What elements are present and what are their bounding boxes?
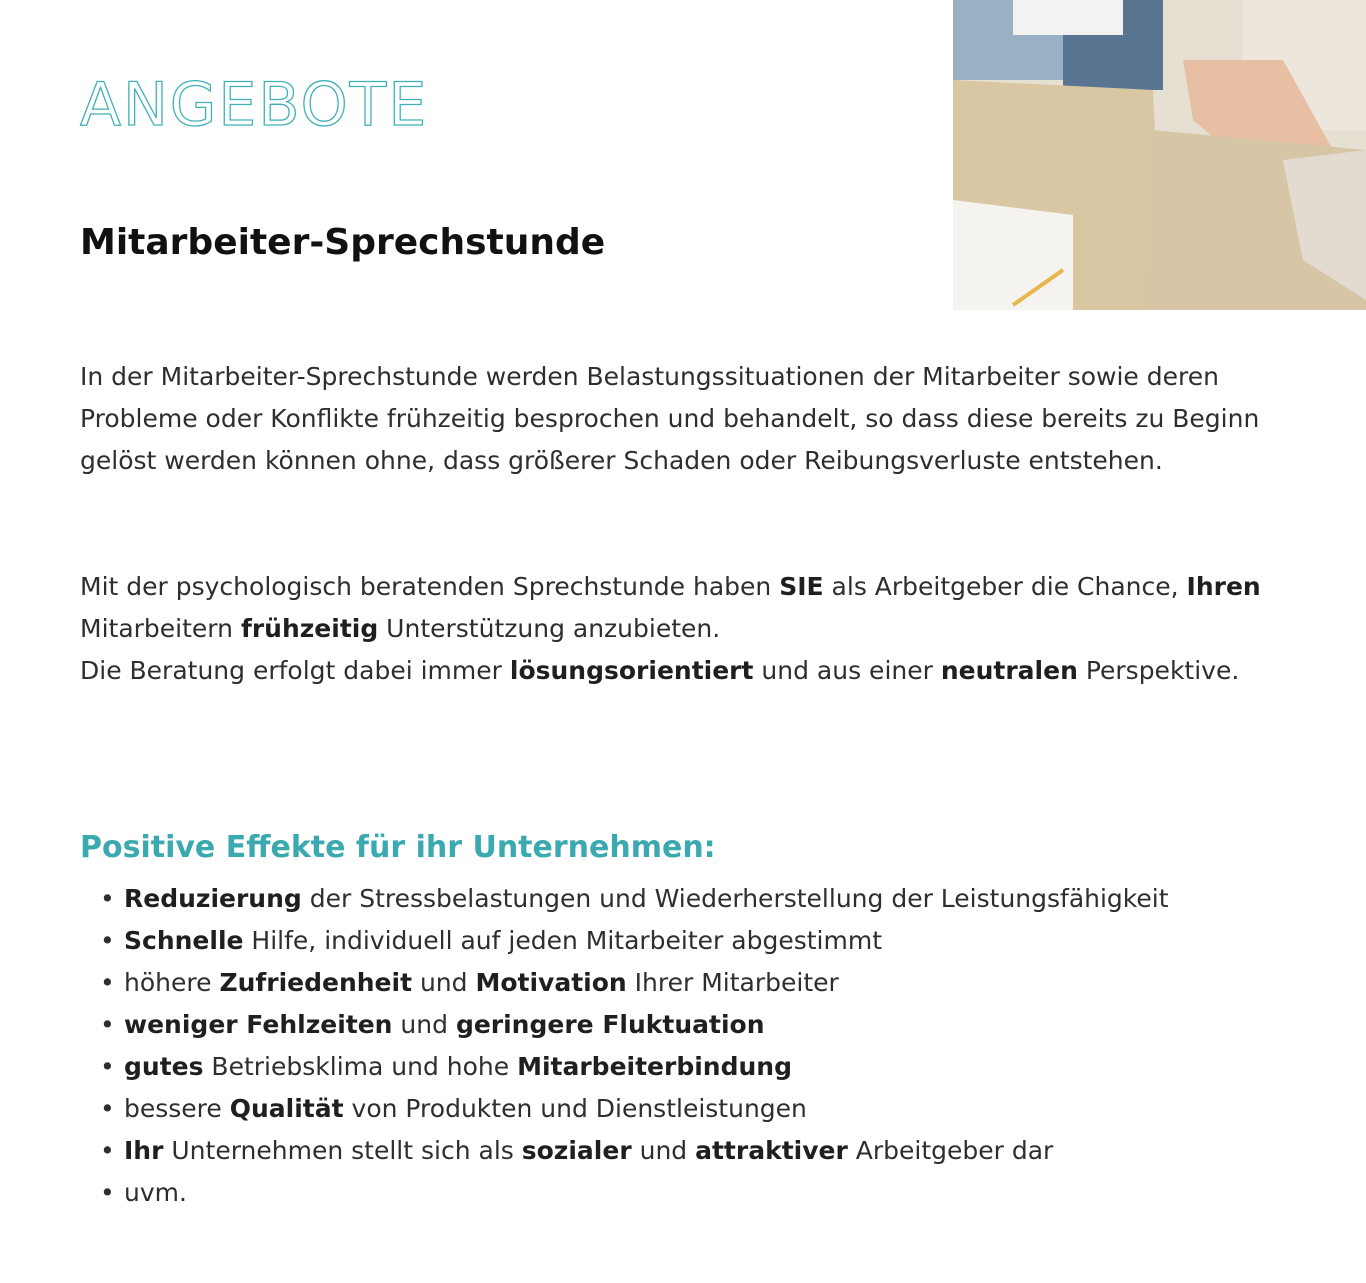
offer-paragraph: Mit der psychologisch beratenden Sprechstunde haben SIE als Arbeitgeber die Chance, Ihren Mitarbeitern frühzeitig Unterstützung anzubieten. Die Beratung erfolgt dabei immer lösungsorientiert und aus einer neutralen Perspektive. xyxy=(80,572,1261,685)
list-item: • gutes Betriebsklima und hohe Mitarbeiterbindung xyxy=(100,1046,1350,1088)
page-heading: ANGEBOTE xyxy=(80,70,429,140)
effects-title: Positive Effekte für ihr Unternehmen: xyxy=(80,830,716,865)
counseling-photo xyxy=(953,0,1366,310)
list-item: • höhere Zufriedenheit und Motivation Ihrer Mitarbeiter xyxy=(100,962,1350,1004)
section-title: Mitarbeiter-Sprechstunde xyxy=(80,222,606,263)
intro-paragraph: In der Mitarbeiter-Sprechstunde werden Belastungssituationen der Mitarbeiter sowie deren Probleme oder Konflikte frühzeitig besprochen und behandelt, so dass diese bereits zu Beginn gelöst werden können ohne, dass größerer Schaden oder Reibungsverluste entstehen. xyxy=(80,362,1260,475)
list-item: • Ihr Unternehmen stellt sich als sozialer und attraktiver Arbeitgeber dar xyxy=(100,1130,1350,1172)
list-item: • Schnelle Hilfe, individuell auf jeden Mitarbeiter abgestimmt xyxy=(100,920,1350,962)
effects-list xyxy=(100,878,1350,1214)
list-item: • Reduzierung der Stressbelastungen und Wiederherstellung der Leistungsfähigkeit xyxy=(100,878,1350,920)
list-item: • weniger Fehlzeiten und geringere Fluktuation xyxy=(100,1004,1350,1046)
list-item: • bessere Qualität von Produkten und Dienstleistungen xyxy=(100,1088,1350,1130)
list-item: • uvm. xyxy=(100,1172,1350,1214)
